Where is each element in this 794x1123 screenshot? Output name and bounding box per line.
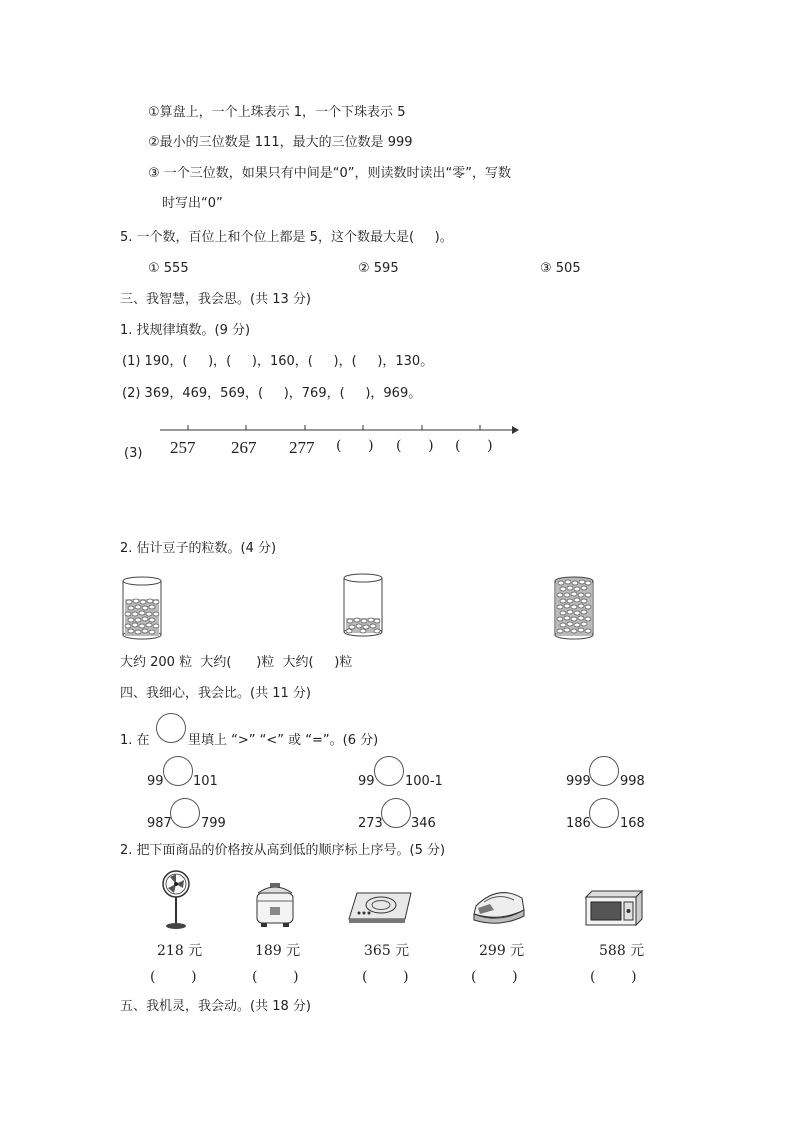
compare-2-circle[interactable] xyxy=(374,756,404,786)
bean-jar-half-icon xyxy=(122,577,166,641)
compare-5-circle[interactable] xyxy=(381,798,411,828)
q4-option-2: ②最小的三位数是 111，最大的三位数是 999 xyxy=(148,135,413,150)
compare-4-right: 799 xyxy=(201,816,226,831)
numberline-blank-2[interactable]: ( ) xyxy=(396,438,434,454)
s4-q1-suffix: 里填上 “>” “<” 或 “=”。(6 分) xyxy=(188,733,379,748)
q5-choice-2: ② 595 xyxy=(358,261,399,276)
q4-option-3-cont: 时写出“0” xyxy=(162,196,223,211)
compare-6-right: 168 xyxy=(620,816,645,831)
compare-1-circle[interactable] xyxy=(163,756,193,786)
s4-q2-title: 2. 把下面商品的价格按从高到低的顺序标上序号。(5 分) xyxy=(120,843,446,858)
rank-blank-fan[interactable]: ( ) xyxy=(150,969,197,985)
rank-blank-induction-cooker[interactable]: ( ) xyxy=(362,969,409,985)
price-induction-cooker: 365 元 xyxy=(364,943,410,959)
s3-q1-line2: (2) 369，469，569，( )，769，( )，969。 xyxy=(122,386,422,401)
waffle-maker-icon xyxy=(470,884,528,926)
compare-6-left: 186 xyxy=(566,816,591,831)
rank-blank-rice-cooker[interactable]: ( ) xyxy=(252,969,299,985)
rank-blank-waffle-maker[interactable]: ( ) xyxy=(471,969,518,985)
section-3-title: 三、我智慧，我会思。(共 13 分) xyxy=(120,292,311,307)
price-rice-cooker: 189 元 xyxy=(255,943,301,959)
section-5-title: 五、我机灵，我会动。(共 18 分) xyxy=(120,999,311,1014)
numberline-label: (3) xyxy=(124,446,143,461)
section-4-title: 四、我细心，我会比。(共 11 分) xyxy=(120,686,311,701)
price-microwave: 588 元 xyxy=(599,943,645,959)
bean-jar-low-icon xyxy=(343,574,387,638)
q5-choice-3: ③ 505 xyxy=(540,261,581,276)
s4-q1-prefix: 1. 在 xyxy=(120,733,150,748)
s3-q1-title: 1. 找规律填数。(9 分) xyxy=(120,323,251,338)
price-waffle-maker: 299 元 xyxy=(479,943,525,959)
numberline-value-1: 257 xyxy=(170,438,196,457)
compare-4-circle[interactable] xyxy=(170,798,200,828)
price-fan: 218 元 xyxy=(157,943,203,959)
rice-cooker-icon xyxy=(252,879,298,929)
beans-answer-line: 大约 200 粒 大约( )粒 大约( )粒 xyxy=(120,655,353,670)
rank-blank-microwave[interactable]: ( ) xyxy=(590,969,637,985)
compare-3-circle[interactable] xyxy=(589,756,619,786)
compare-5-right: 346 xyxy=(411,816,436,831)
bean-jar-full-icon xyxy=(554,577,598,641)
compare-3-left: 999 xyxy=(566,774,591,789)
induction-cooker-icon xyxy=(347,889,415,927)
compare-4-left: 987 xyxy=(147,816,172,831)
compare-6-circle[interactable] xyxy=(589,798,619,828)
s3-q1-line1: (1) 190，( )，( )，160，( )，( )，130。 xyxy=(122,354,434,369)
compare-circle-example xyxy=(156,713,186,743)
compare-1-left: 99 xyxy=(147,774,164,789)
compare-5-left: 273 xyxy=(358,816,383,831)
compare-3-right: 998 xyxy=(620,774,645,789)
s3-q2-title: 2. 估计豆子的粒数。(4 分) xyxy=(120,541,277,556)
q5-choice-1: ① 555 xyxy=(148,261,189,276)
compare-2-left: 99 xyxy=(358,774,375,789)
q4-option-1: ①算盘上，一个上珠表示 1，一个下珠表示 5 xyxy=(148,105,406,120)
q4-option-3: ③ 一个三位数，如果只有中间是“0”，则读数时读出“零”，写数 xyxy=(148,166,511,181)
numberline-blank-3[interactable]: ( ) xyxy=(455,438,493,454)
compare-1-right: 101 xyxy=(193,774,218,789)
q5-question: 5. 一个数，百位上和个位上都是 5，这个数最大是( )。 xyxy=(120,230,453,245)
fan-icon xyxy=(156,868,196,930)
numberline-blank-1[interactable]: ( ) xyxy=(336,438,374,454)
numberline-value-2: 267 xyxy=(231,438,257,457)
compare-2-right: 100-1 xyxy=(405,774,443,789)
numberline-value-3: 277 xyxy=(289,438,315,457)
microwave-icon xyxy=(584,889,644,929)
